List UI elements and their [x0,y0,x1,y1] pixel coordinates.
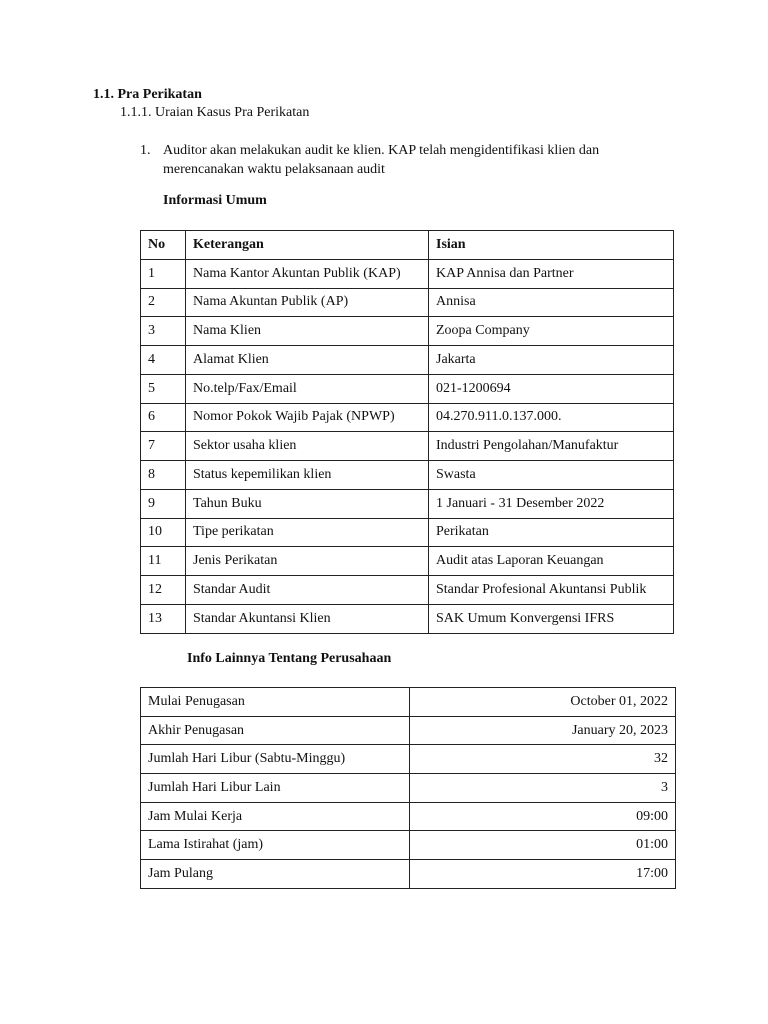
cell-keterangan: Nomor Pokok Wajib Pajak (NPWP) [186,403,429,432]
cell-value: October 01, 2022 [410,688,676,717]
cell-value: January 20, 2023 [410,716,676,745]
table-row [141,288,674,317]
cell-no: 10 [141,518,186,547]
cell-value: 3 [410,774,676,803]
cell-isian: Annisa [429,288,674,317]
cell-isian: 1 Januari - 31 Desember 2022 [429,489,674,518]
table-row [141,317,674,346]
cell-no: 1 [141,259,186,288]
table-row [141,259,674,288]
cell-keterangan: Tipe perikatan [186,518,429,547]
cell-no: 2 [141,288,186,317]
cell-no: 7 [141,432,186,461]
cell-label: Jam Mulai Kerja [141,802,410,831]
cell-no: 13 [141,604,186,633]
cell-label: Lama Istirahat (jam) [141,831,410,860]
table-row [141,518,674,547]
cell-label: Akhir Penugasan [141,716,410,745]
cell-keterangan: Nama Akuntan Publik (AP) [186,288,429,317]
cell-no: 6 [141,403,186,432]
informasi-umum-table [140,230,674,634]
cell-isian: 04.270.911.0.137.000. [429,403,674,432]
list-text-line-1: Auditor akan melakukan audit ke klien. KAP telah mengidentifikasi klien dan [163,143,600,158]
info-lainnya-title: Info Lainnya Tentang Perusahaan [187,651,392,666]
cell-isian: Jakarta [429,346,674,375]
table-row [141,774,676,803]
cell-no: 12 [141,576,186,605]
cell-value: 01:00 [410,831,676,860]
cell-keterangan: Status kepemilikan klien [186,461,429,490]
cell-keterangan: Standar Akuntansi Klien [186,604,429,633]
cell-keterangan: Tahun Buku [186,489,429,518]
cell-isian: Perikatan [429,518,674,547]
cell-keterangan: Standar Audit [186,576,429,605]
list-text-line-2: merencanakan waktu pelaksanaan audit [163,162,385,177]
cell-value: 09:00 [410,802,676,831]
cell-no: 3 [141,317,186,346]
table-row [141,432,674,461]
cell-keterangan: Nama Kantor Akuntan Publik (KAP) [186,259,429,288]
cell-keterangan: Alamat Klien [186,346,429,375]
header-no: No [141,231,186,260]
info-lainnya-table [140,687,676,889]
table-row [141,860,676,889]
table-row [141,745,676,774]
header-keterangan: Keterangan [186,231,429,260]
table-header-row [141,231,674,260]
table-row [141,547,674,576]
table-row [141,831,676,860]
list-text [163,141,633,179]
cell-label: Jumlah Hari Libur (Sabtu-Minggu) [141,745,410,774]
cell-isian: Industri Pengolahan/Manufaktur [429,432,674,461]
cell-label: Jam Pulang [141,860,410,889]
cell-no: 4 [141,346,186,375]
cell-value: 32 [410,745,676,774]
table-row [141,461,674,490]
list-number: 1. [140,143,151,158]
table-row [141,604,674,633]
cell-label: Jumlah Hari Libur Lain [141,774,410,803]
header-isian: Isian [429,231,674,260]
cell-keterangan: No.telp/Fax/Email [186,374,429,403]
table-row [141,802,676,831]
table-row [141,688,676,717]
table-row [141,346,674,375]
cell-value: 17:00 [410,860,676,889]
cell-keterangan: Sektor usaha klien [186,432,429,461]
cell-isian: KAP Annisa dan Partner [429,259,674,288]
cell-isian: Swasta [429,461,674,490]
cell-isian: Standar Profesional Akuntansi Publik [429,576,674,605]
table-row [141,403,674,432]
cell-label: Mulai Penugasan [141,688,410,717]
cell-isian: Audit atas Laporan Keuangan [429,547,674,576]
table-row [141,374,674,403]
cell-keterangan: Nama Klien [186,317,429,346]
cell-no: 11 [141,547,186,576]
cell-no: 9 [141,489,186,518]
cell-keterangan: Jenis Perikatan [186,547,429,576]
subsection-heading: 1.1.1. Uraian Kasus Pra Perikatan [120,105,310,120]
table-row [141,576,674,605]
cell-isian: 021-1200694 [429,374,674,403]
section-heading: 1.1. Pra Perikatan [93,87,202,102]
informasi-umum-title: Informasi Umum [163,193,267,208]
cell-no: 5 [141,374,186,403]
cell-no: 8 [141,461,186,490]
table-row [141,489,674,518]
cell-isian: SAK Umum Konvergensi IFRS [429,604,674,633]
table-row [141,716,676,745]
cell-isian: Zoopa Company [429,317,674,346]
